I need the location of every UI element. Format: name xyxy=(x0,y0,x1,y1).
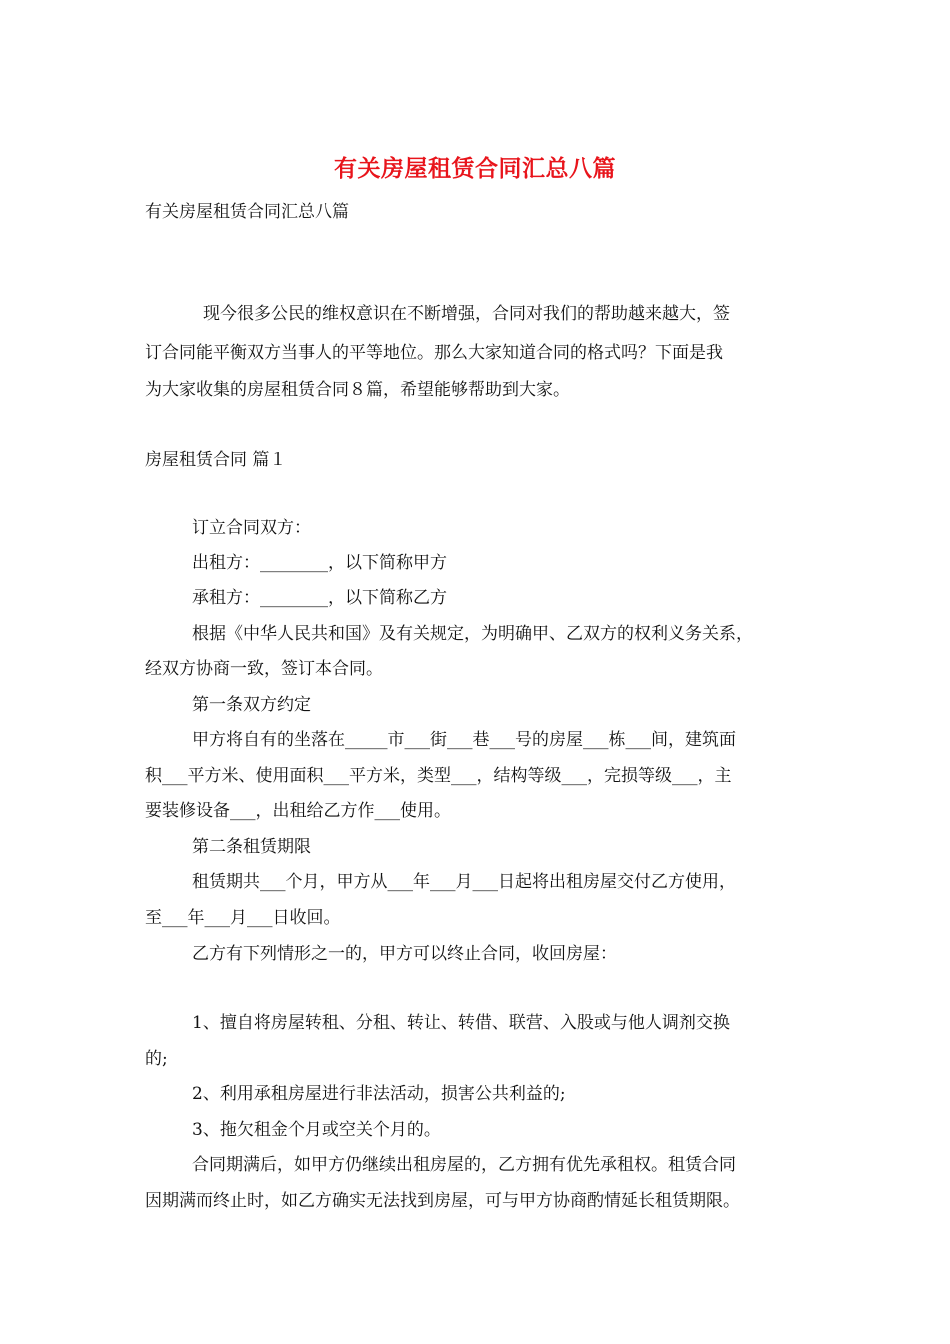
list-item: 2、利用承租房屋进行非法活动，损害公共利益的; xyxy=(192,1084,566,1104)
body-line: 租赁期共___个月，甲方从___年___月___日起将出租房屋交付乙方使用， xyxy=(192,872,736,892)
section-heading: 房屋租赁合同 篇１ xyxy=(145,450,287,470)
intro-line-1: 现今很多公民的维权意识在不断增强，合同对我们的帮助越来越大，签 xyxy=(203,304,730,324)
body-line: 至___年___月___日收回。 xyxy=(145,908,341,928)
body-line: 第二条租赁期限 xyxy=(192,837,311,857)
list-item: 1、擅自将房屋转租、分租、转让、转借、联营、入股或与他人调剂交换 xyxy=(192,1013,730,1033)
body-line: 订立合同双方： xyxy=(192,518,311,538)
list-item: 3、拖欠租金个月或空关个月的。 xyxy=(192,1120,441,1140)
body-line: 甲方将自有的坐落在_____市___街___巷___号的房屋___栋___间，建筑面 xyxy=(192,730,736,750)
body-line: 要装修设备___，出租给乙方作___使用。 xyxy=(145,801,451,821)
intro-line-2: 订合同能平衡双方当事人的平等地位。那么大家知道合同的格式吗？下面是我 xyxy=(145,343,723,363)
intro-line-3: 为大家收集的房屋租赁合同８篇，希望能够帮助到大家。 xyxy=(145,380,570,400)
body-line: 因期满而终止时，如乙方确实无法找到房屋，可与甲方协商酌情延长租赁期限。 xyxy=(145,1191,740,1211)
body-line: 第一条双方约定 xyxy=(192,695,311,715)
body-line: 乙方有下列情形之一的，甲方可以终止合同，收回房屋： xyxy=(192,944,617,964)
body-line: 出租方：________，以下简称甲方 xyxy=(192,553,447,573)
list-item-continuation: 的; xyxy=(145,1049,168,1069)
body-line: 根据《中华人民共和国》及有关规定，为明确甲、乙双方的权利义务关系， xyxy=(192,624,753,644)
body-line: 积___平方米、使用面积___平方米，类型___，结构等级___，完损等级___，主 xyxy=(145,766,732,786)
document-title: 有关房屋租赁合同汇总八篇 xyxy=(334,155,616,182)
body-line: 经双方协商一致，签订本合同。 xyxy=(145,659,383,679)
body-line: 合同期满后，如甲方仍继续出租房屋的，乙方拥有优先承租权。租赁合同 xyxy=(192,1155,736,1175)
document-subtitle: 有关房屋租赁合同汇总八篇 xyxy=(145,202,349,222)
body-line: 承租方：________，以下简称乙方 xyxy=(192,588,447,608)
